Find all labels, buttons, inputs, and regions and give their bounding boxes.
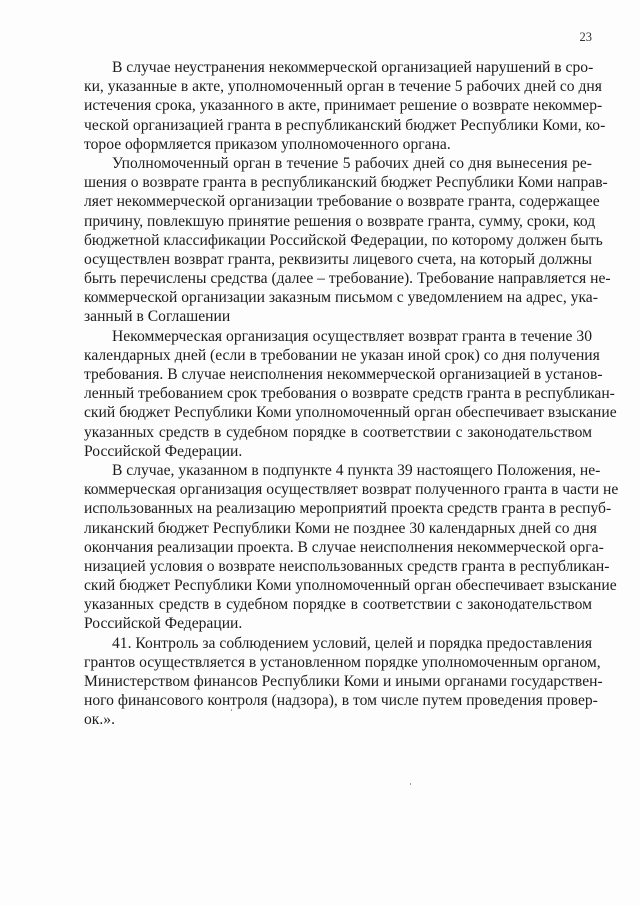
text-line: указанных средств в судебном порядке в соответствии с законодательством (84, 596, 592, 614)
document-body (84, 58, 619, 730)
page-number: 23 (579, 30, 592, 44)
text-line: Российской Федерации. (84, 442, 243, 460)
text-line: Российской Федерации. (84, 615, 243, 633)
text-line: В случае, указанном в подпункте 4 пункта 39 настоящего Положения, не- (112, 461, 601, 479)
text-line: грантов осуществляется в установленном порядке уполномоченным органом, (84, 653, 601, 671)
text-line: ки, указанные в акте, уполномоченный орган в течение 5 рабочих дней со дня (84, 78, 602, 96)
text-line: календарных дней (если в требовании не указан иной срок) со дня получения (84, 346, 600, 364)
text-line: низацией условия о возврате неиспользованных средств гранта в республикан- (84, 557, 610, 575)
text-line: ческой организацией гранта в республиканский бюджет Республики Коми, ко- (84, 116, 606, 134)
text-line: Некоммерческая организация осуществляет возврат гранта в течение 30 (112, 327, 592, 345)
text-line: Министерством финансов Республики Коми и иными органами государствен- (84, 673, 603, 690)
text-line: причину, повлекшую принятие решения о возврате гранта, сумму, сроки, код (84, 212, 596, 230)
text-line: коммерческая организация осуществляет возврат полученного гранта в части не (84, 481, 619, 499)
text-line: ликанский бюджет Республики Коми не позднее 30 календарных дней со дня (84, 519, 597, 537)
text-line: истечения срока, указанного в акте, принимает решение о возврате некоммер- (84, 97, 603, 115)
text-line: 41. Контроль за соблюдением условий, целей и порядка предоставления (112, 634, 592, 652)
text-line: быть перечислены средства (далее – требование). Требование направляется не- (84, 270, 611, 288)
text-line: ский бюджет Республики Коми уполномоченный орган обеспечивает взыскание (84, 577, 617, 595)
text-line: В случае неустранения некоммерческой организацией нарушений в сро- (112, 59, 594, 76)
text-line: бюджетной классификации Российской Федерации, по которому должен быть (84, 231, 603, 249)
scan-speck (410, 783, 411, 785)
text-line: занный в Соглашении (84, 308, 231, 326)
text-line: указанных средств в судебном порядке в соответствии с законодательством (84, 423, 592, 441)
scan-speck (231, 709, 232, 711)
text-line: использованных на реализацию мероприятий проекта средств гранта в респуб- (84, 500, 612, 518)
text-line: Уполномоченный орган в течение 5 рабочих дней со дня вынесения ре- (112, 154, 592, 172)
text-line: шения о возврате гранта в республиканский бюджет Республики Коми направ- (84, 174, 608, 192)
text-line: осуществлен возврат гранта, реквизиты лицевого счета, на который должны (84, 250, 592, 268)
text-line: требования. В случае неисполнения некоммерческой организацией в установ- (84, 366, 603, 383)
text-line: ленный требованием срок требования о возврате средств гранта в республикан- (84, 385, 615, 403)
text-line: торое оформляется приказом уполномоченного органа. (84, 135, 451, 153)
text-line: окончания реализации проекта. В случае неисполнения некоммерческой орга- (84, 538, 604, 556)
text-line: ного финансового контроля (надзора), в том числе путем проведения провер- (84, 692, 598, 710)
text-line: ский бюджет Республики Коми уполномоченный орган обеспечивает взыскание (84, 404, 617, 422)
text-line: ляет некоммерческой организации требование о возврате гранта, содержащее (84, 193, 600, 211)
text-line: ок.». (84, 711, 115, 729)
text-line: коммерческой организации заказным письмом с уведомлением на адрес, ука- (84, 289, 598, 307)
